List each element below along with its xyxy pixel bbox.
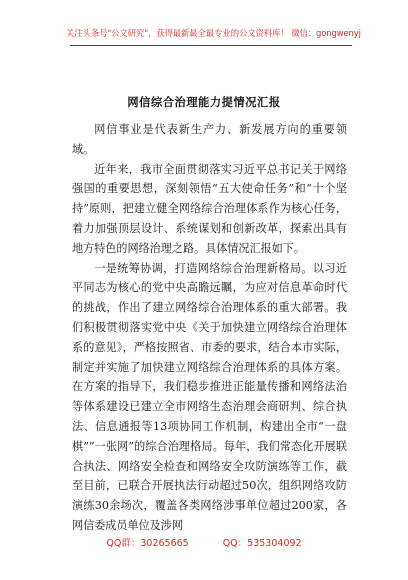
footer-contact <box>0 535 408 549</box>
document-title: 网信综合治理能力提情况汇报 <box>127 96 281 109</box>
footer-qq-group: QQ群：30265665 <box>106 538 189 549</box>
paragraph: 网信事业是代表新生产力、新发展方向的重要领域。 <box>72 123 347 156</box>
paragraph: 近年来，我市全面贯彻落实习近平总书记关于网络强国的重要思想，深刻领悟“五大使命任务”和“十个坚持”原则，把建立健全网络综合治理体系作为核心任务，着力加强顶层设计、系统谋划和创新改革，探索出具有地方特色的网络治理之路。具体情况汇报如下。 <box>72 162 347 255</box>
paragraph: 一是统筹协调，打造网络综合治理新格局。以习近平同志为核心的党中央高瞻远瞩，为应对信息革命时代的挑战，作出了建立网络综合治理体系的重大部署。我们积极贯彻落实党中央《关于加快建立网络综合治理体系的意见》，严格按照省、市委的要求，结合本市实际，制定并实施了加快建立网络综合治理体系的具体方案。在方案的指导下，我们稳步推进正能量传播和网络法治等体系建设已建立全市网络生态治理会商研判、综合执法、信息通报等13项协同工作机制，构建出全市“一盘棋”“一张网”的综合治理格局。每年，我们常态化开展联合执法、网络安全检查和网络安全攻防演练等工作，截至目前，已联合开展执法行动超过50次，组织网络攻防演练30余场次，覆盖各类网络涉事单位超过200家，各网信委成员单位及涉网 <box>72 261 347 532</box>
header-banner: 关注头条号"公文研究"，获得最新最全最专业的公文资料库！ 微信：gongwenyj <box>66 28 361 38</box>
document-body <box>72 120 347 536</box>
footer-qq-number: QQ：535304092 <box>222 538 302 549</box>
header-divider <box>70 45 352 46</box>
